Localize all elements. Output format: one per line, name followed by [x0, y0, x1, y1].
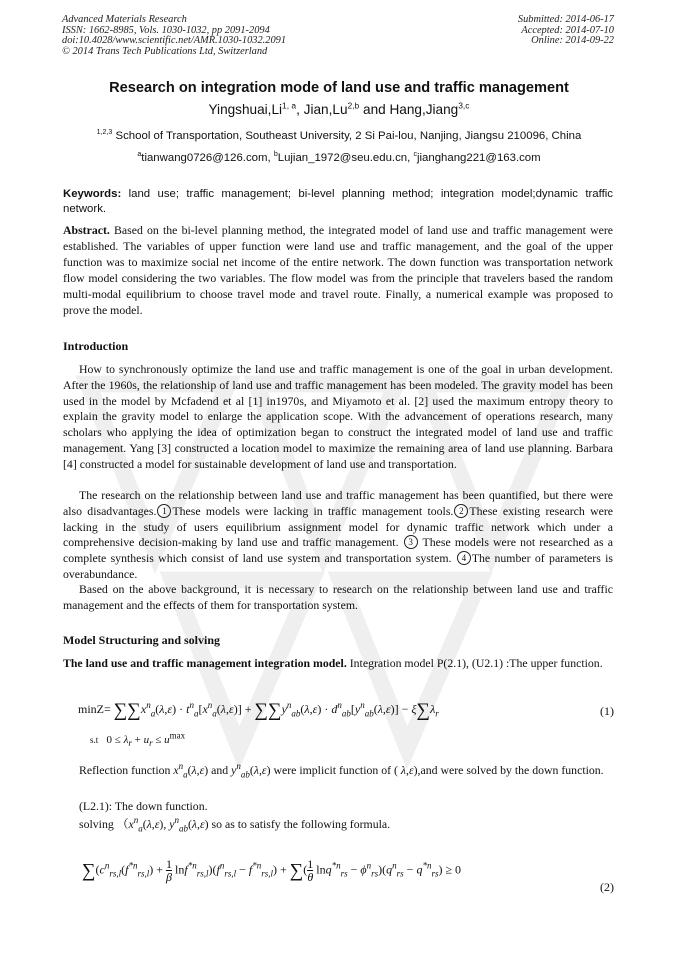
text-run: ),and were solved by the down function.: [413, 763, 604, 777]
solving-line: solving （$x^n_a(\lambda,\varepsilon)$, $y^n_{ab}(\lambda,\varepsilon)$ so as to satisfy the following formula.: [79, 815, 391, 834]
abstract-text: Based on the bi-level planning method, the integrated model of land use and traffic management were established. The variables of upper function were land use and traffic management, and the goal of the upper function was to maximize social net income of the entire network. The down function was transportation network flow model considering the two variables. The flow model was from the principle that travelers based the random multi-modal equilibrium to choose travel mode and travel route. Finally, a numerical example was proposed to prove the model.: [63, 223, 613, 317]
intro-paragraph-2: [63, 488, 613, 583]
online-date: Online: 2014-09-22: [531, 35, 614, 47]
affiliation-sup: 1,2,3: [96, 129, 113, 137]
copyright-line: © 2014 Trans Tech Publications Ltd, Switzerland: [62, 45, 268, 57]
abstract-label: Abstract.: [63, 223, 110, 237]
circled-number: 1: [157, 504, 171, 518]
affiliation-text: School of Transportation, Southeast University, 2 Si Pai-lou, Nanjing, Jiangsu 210096, China: [115, 130, 582, 142]
reflection-paragraph: Reflection function $x^n_a(\lambda,\varepsilon)$ and $y^n_{ab}(\lambda,\varepsilon)$ were implicit function of ( λ,ε),and were solved by the down function.: [79, 761, 604, 780]
email-list: [40, 152, 638, 164]
model-subsection: [63, 656, 613, 672]
circled-number: 3: [404, 535, 418, 549]
circled-number: 2: [454, 504, 468, 518]
subsection-title: The land use and traffic management integration model.: [63, 656, 347, 670]
text-run: were implicit function of (: [273, 763, 398, 777]
equation-constraint: s.t $0 \le \lambda_r + u_r \le u^{max}$: [90, 730, 186, 749]
author-list: [40, 102, 638, 117]
email-link[interactable]: jianghang221@163.com: [416, 152, 541, 164]
email-link[interactable]: tianwang0726@126.com,: [141, 152, 274, 164]
intro-paragraph-1: How to synchronously optimize the land use and traffic management is one of the goal in urban development. After the 1960s, the relationship of land use and traffic management has been modeled. The gravity model has been used in the model by Mcfadend et al [1] in1970s, and Miyamoto et al. [2] used the maximum entropy theory to explain the gravity model to enlarge the application scope. With the advancement of operations research, many scholars who applying the idea of optimization began to construct the integrated model of land use and traffic management. Yang [3] constructed a location model to maximize the remaining area of land use planning. Barbara [4] constructed a model for sustainable development of land use and transportation.: [63, 362, 613, 471]
author-and: and: [359, 102, 390, 117]
doi-link[interactable]: doi:10.4028/www.scientific.net/AMR.1030-1032.2091: [62, 35, 287, 47]
intro-paragraph-3: Based on the above background, it is necessary to research on the relationship between land use and traffic management and the effects of them for transportation system.: [63, 582, 613, 612]
journal-name: Advanced Materials Research: [62, 14, 187, 25]
equation-1: $\min Z= \sum\sum x^n_a(\lambda,\varepsilon) \cdot t^n_a[x^n_a(\lambda,\varepsilon)] + \sum\sum y^n_{ab}(\lambda,\varepsilon) \cdot d^n_{ab}[y^n_{ab}(\lambda,\varepsilon)] - \xi\sum\lambda_r$: [78, 700, 439, 721]
text-run: These existing research were lacking in the study of users equilibrium assignment model for dynamic traffic network which under a comprehensive decision-making by land use and traffic management.: [63, 503, 614, 550]
keywords-text: land use; traffic management; bi-level planning method; integration model;dynamic traffic network.: [63, 188, 613, 215]
submitted-date: Submitted: 2014-06-17: [517, 14, 614, 25]
circled-number: 4: [457, 551, 471, 565]
text-run: The research on the relationship between land use and traffic management has been quantified, but there were also disadvantages.: [63, 488, 613, 518]
text-run: These models were not researched as a complete synthesis which consist of land use system and transportation system.: [63, 535, 613, 566]
equation-number: (1): [600, 704, 614, 718]
accepted-date: Accepted: 2014-07-10: [521, 24, 614, 36]
author-sup: 1, a: [282, 100, 297, 111]
email-sup: b: [273, 151, 278, 159]
email-link[interactable]: Lujian_1972@seu.edu.cn,: [277, 152, 414, 164]
paper-title: Research on integration mode of land use and traffic management: [109, 80, 569, 96]
text-run: Reflection function: [79, 763, 171, 777]
abstract: [63, 222, 613, 318]
text-run: The number of parameters is overabundance.: [63, 551, 614, 581]
text-run: solving: [79, 817, 114, 831]
equation-number: (2): [600, 880, 614, 894]
author-name: Yingshuai,Li: [208, 102, 283, 117]
affiliation: [40, 130, 638, 142]
author-name: Hang,Jiang: [389, 102, 459, 117]
author-sup: 3,c: [458, 100, 470, 111]
section-heading-introduction: Introduction: [63, 339, 129, 353]
text-run: so as to satisfy the following formula.: [211, 817, 391, 831]
email-sup: a: [137, 151, 142, 159]
down-function-label: (L2.1): The down function.: [79, 799, 208, 813]
text-run: These models were lacking in traffic management tools.: [172, 503, 454, 518]
dates-header: [518, 15, 614, 47]
keywords: [63, 187, 613, 216]
journal-header: [62, 15, 286, 57]
author-name: Jian,Lu: [303, 102, 348, 117]
author-separator: ,: [296, 102, 304, 117]
email-sup: c: [413, 151, 417, 159]
section-heading-model: Model Structuring and solving: [63, 633, 221, 647]
issn-line: ISSN: 1662-8985, Vols. 1030-1032, pp 2091-2094: [62, 24, 270, 36]
st-label: s.t: [90, 735, 99, 745]
author-sup: 2,b: [347, 100, 360, 111]
subsection-text: Integration model P(2.1), (U2.1) :The upper function.: [346, 656, 603, 670]
text-run: and: [211, 763, 229, 777]
keywords-label: Keywords:: [63, 188, 122, 200]
equation-2: $\sum(c^n_{rs,l}(f^{*n}_{rs,l})$ + $\frac{1}{\beta} \ln f^{*n}_{rs,l})(f^n_{rs,l} - f^{*n}_{rs,l})$ + ∑( $\frac{1}{\theta} \ln q^{*n}_{rs} - \phi^n_{rs})(q^n_{rs} - q^{*n}_{rs}) \ge 0$: [82, 857, 462, 884]
